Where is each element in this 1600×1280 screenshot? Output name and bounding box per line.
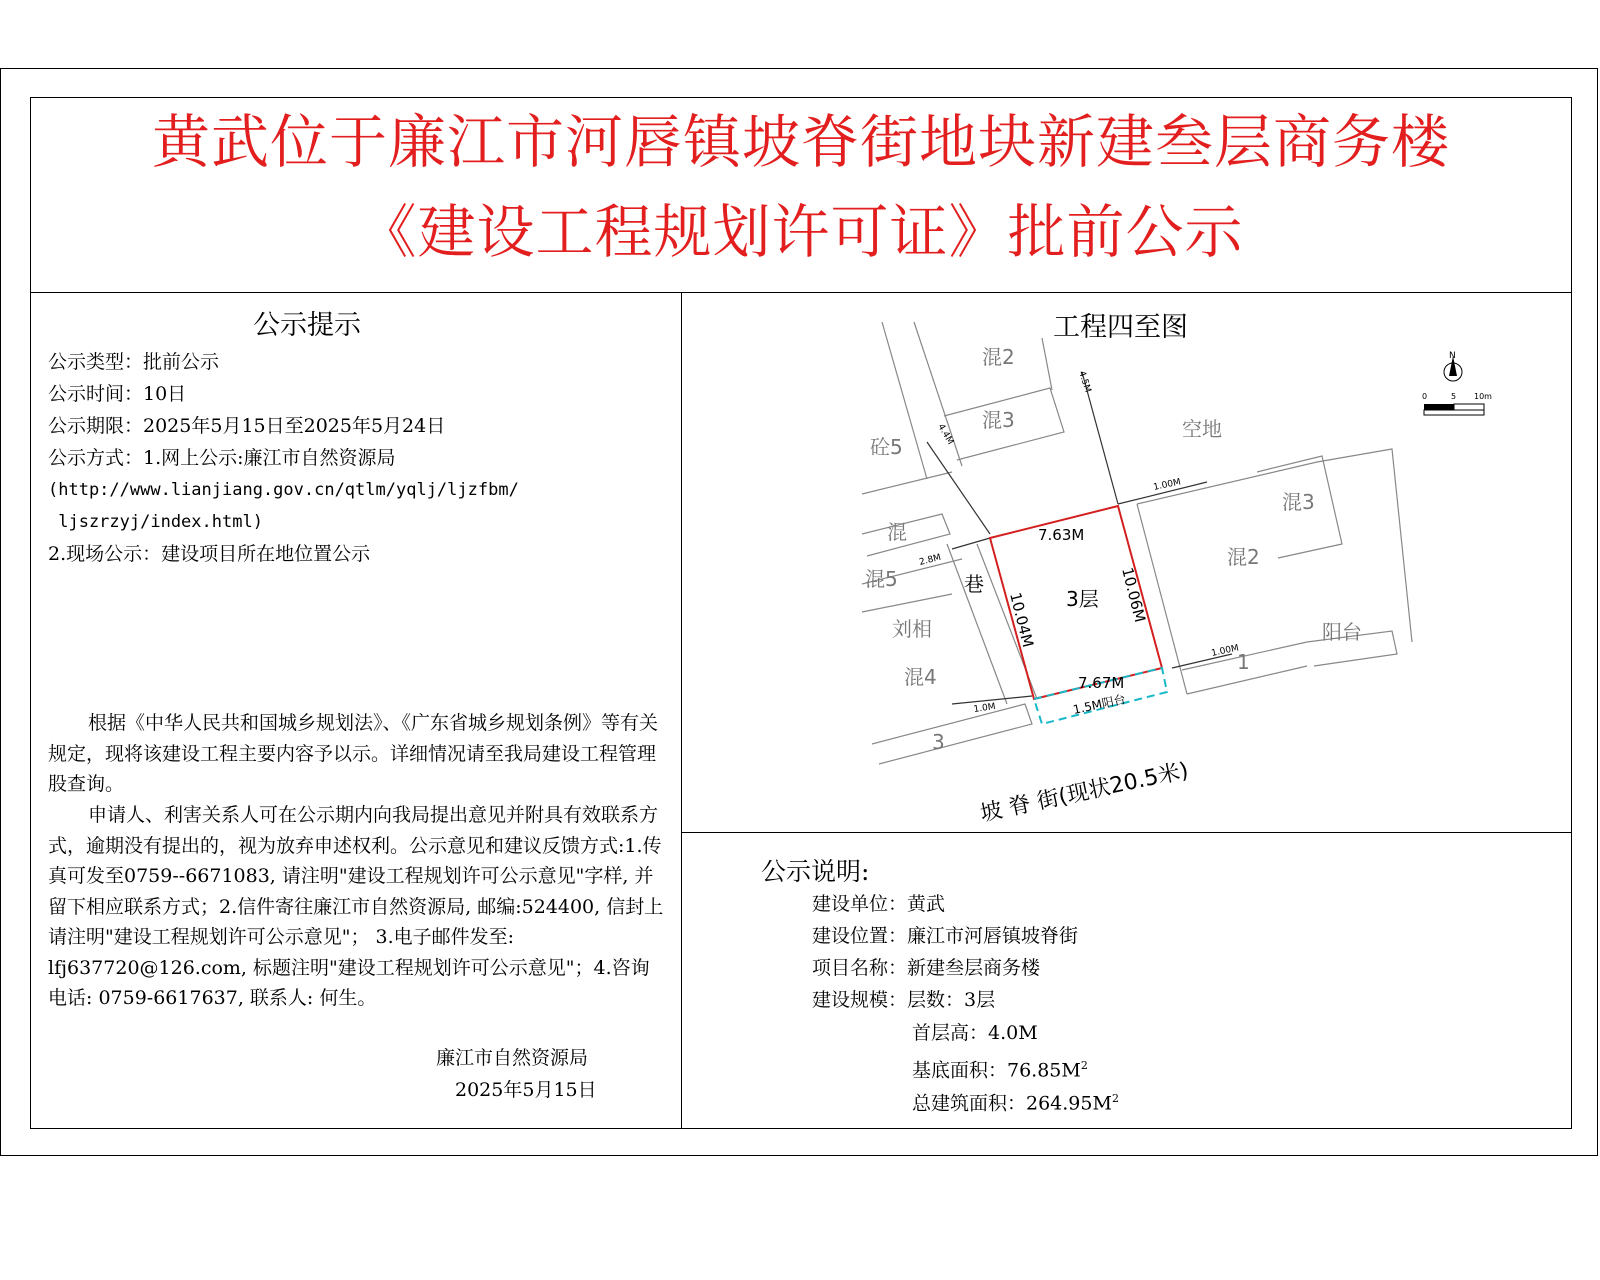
explain-heading: 公示说明: (761, 857, 870, 886)
label-kongdi: 空地 (1182, 417, 1222, 441)
map-heading: 工程四至图 (1053, 312, 1188, 343)
dist-road-1: 4.5M (1076, 369, 1093, 394)
explain-scale: 建设规模：层数：3层 (812, 989, 996, 1011)
dist-top-right: 1.00M (1152, 477, 1182, 493)
svg-text:5: 5 (1451, 392, 1457, 401)
label-hun3-top: 混3 (982, 408, 1015, 432)
label-3: 3 (932, 730, 945, 754)
label-liuxiang: 刘相 (892, 617, 932, 641)
explain-total-area: 总建筑面积：$264.95M^2$ (912, 1092, 1119, 1115)
dim-left: 10.04M (1006, 590, 1038, 650)
notice-onsite: 2.现场公示：建设项目所在地位置公示 (48, 543, 371, 565)
svg-text:0: 0 (1422, 392, 1428, 401)
label-hun5: 混5 (865, 567, 898, 591)
page-title-line2: 《建设工程规划许可证》批前公示 (358, 198, 1244, 266)
label-hun-left: 混 (887, 520, 907, 544)
title-area (30, 97, 1572, 293)
label-hun2-top: 混2 (982, 345, 1015, 369)
label-tong5: 砼5 (870, 435, 903, 459)
notice-paragraph-1: 根据《中华人民共和国城乡规划法》、《广东省城乡规划条例》等有关规定，现将该建设工程主要内容予以示。详细情况请至我局建设工程管理股查询。 (48, 712, 659, 795)
notice-method: 公示方式：1.网上公示:廉江市自然资源局 (48, 447, 396, 469)
notice-url-line1: (http://www.lianjiang.gov.cn/qtlm/yqlj/ljzfbm/ (48, 480, 519, 500)
dist-bottom-right: 1.00M (1210, 643, 1240, 659)
scale-bar (1422, 392, 1492, 415)
svg-text:N: N (1449, 351, 1456, 361)
notice-heading: 公示提示 (253, 310, 361, 341)
label-floors: 3层 (1066, 587, 1099, 611)
notice-url-line2: ljszrzyj/index.html) (48, 512, 263, 532)
explain-base-area: 基底面积：$76.85M^2$ (912, 1059, 1088, 1082)
notice-type: 公示类型：批前公示 (48, 351, 220, 373)
dim-right: 10.06M (1118, 565, 1150, 625)
dim-balcony: 1.5M阳台 (1071, 692, 1127, 717)
label-hun2-right: 混2 (1227, 545, 1260, 569)
label-xiang: 巷 (964, 572, 984, 596)
dim-bottom: 7.67M (1078, 674, 1125, 692)
explain-unit: 建设单位：黄武 (812, 893, 946, 915)
notice-paragraph-2: 申请人、利害关系人可在公示期内向我局提出意见并附具有效联系方式，逾期没有提出的，视为放弃申述权利。公示意见和建议反馈方式:1.传真可发至0759--6671083, 请注明"建设工程规划许可公示意见"字样, 并留下相应联系方式；2.信件寄往廉江市自然资源局, 邮编:524400, 信封上请注明"建设工程规划许可公示意见"； 3.电子邮件发至: lfj637720@126.com, 标题注明"建设工程规划许可公示意见"；4.咨询电话: 0759-6617637, 联系人: 何生。 (48, 804, 664, 1009)
explain-project: 项目名称：新建叁层商务楼 (812, 957, 1041, 979)
street-label: 坡 脊 街(现状20.5米) (978, 758, 1191, 827)
page-title-line1: 黄武位于廉江市河唇镇坡脊街地块新建叁层商务楼 (151, 108, 1450, 176)
label-hun4: 混4 (904, 665, 937, 689)
north-arrow-icon (1444, 351, 1462, 381)
svg-text:10m: 10m (1474, 392, 1492, 401)
horizontal-divider (681, 832, 1572, 833)
dist-road-2: 4.4M (935, 422, 956, 447)
explain-first-floor: 首层高：4.0M (912, 1022, 1038, 1044)
label-yangtai: 阳台 (1322, 620, 1362, 644)
issuer: 廉江市自然资源局 (436, 1047, 589, 1069)
label-1: 1 (1237, 650, 1250, 674)
label-hun3-right: 混3 (1282, 490, 1315, 514)
surrounding-lines (862, 322, 1412, 764)
notice-period: 公示期限：2025年5月15日至2025年5月24日 (48, 415, 446, 437)
explain-location: 建设位置：廉江市河唇镇坡脊街 (812, 925, 1079, 947)
dim-top: 7.63M (1038, 526, 1085, 544)
dist-bottom-left: 1.0M (973, 701, 997, 715)
issue-date: 2025年5月15日 (455, 1079, 597, 1101)
site-map (682, 294, 1571, 831)
notice-time: 公示时间：10日 (48, 383, 187, 405)
dist-left: 2.8M (918, 552, 943, 568)
